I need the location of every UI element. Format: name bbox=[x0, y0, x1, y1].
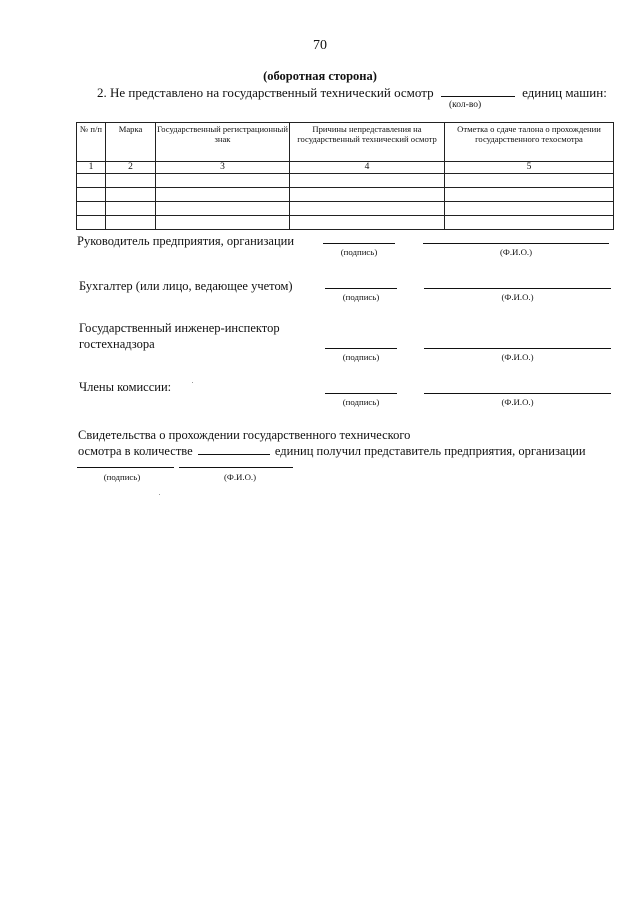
col-header-brand: Марка bbox=[106, 123, 156, 162]
quantity-caption: (кол-во) bbox=[449, 100, 482, 110]
signature-label-accountant: Бухгалтер (или лицо, ведающее учетом) bbox=[79, 279, 293, 293]
signature-caption: (подпись) bbox=[342, 397, 380, 407]
table-header-row bbox=[77, 123, 614, 162]
name-caption: (Ф.И.О.) bbox=[501, 397, 534, 407]
signature-label-inspector-line2: гостехнадзора bbox=[79, 337, 155, 351]
signature-line-inspector[interactable] bbox=[325, 348, 397, 349]
signature-caption: (подпись) bbox=[340, 247, 378, 257]
col-number-5: 5 bbox=[445, 162, 614, 174]
col-number-1: 1 bbox=[77, 162, 106, 174]
table-row[interactable] bbox=[77, 188, 614, 202]
signature-line-accountant[interactable] bbox=[325, 288, 397, 289]
name-line-commission[interactable] bbox=[424, 393, 611, 394]
name-caption: (Ф.И.О.) bbox=[499, 247, 533, 257]
scan-speck bbox=[192, 382, 193, 383]
signature-caption: (подпись) bbox=[342, 352, 380, 362]
table-numbering-row bbox=[77, 162, 614, 174]
page-subtitle: (оборотная сторона) bbox=[263, 69, 377, 83]
table-row[interactable] bbox=[77, 202, 614, 216]
name-line-recipient[interactable] bbox=[179, 467, 293, 468]
signature-label-commission: Члены комиссии: bbox=[79, 380, 172, 394]
certificate-line-1: Свидетельства о прохождении государственного технического bbox=[78, 428, 411, 442]
signature-line-director[interactable] bbox=[323, 243, 395, 244]
name-caption: (Ф.И.О.) bbox=[223, 472, 257, 482]
col-number-2: 2 bbox=[106, 162, 156, 174]
name-line-inspector[interactable] bbox=[424, 348, 611, 349]
col-header-reason: Причины непредставления на государственный технический осмотр bbox=[290, 123, 445, 162]
col-number-3: 3 bbox=[156, 162, 290, 174]
certificate-text-after: единиц получил представитель предприятия, организации bbox=[274, 444, 586, 458]
heading-text-after: единиц машин: bbox=[522, 85, 607, 100]
section-heading bbox=[97, 85, 607, 101]
certificate-paragraph bbox=[78, 427, 618, 459]
name-line-director[interactable] bbox=[423, 243, 609, 244]
scan-speck bbox=[159, 494, 160, 495]
heading-text-before: 2. Не представлено на государственный технический осмотр bbox=[97, 85, 434, 100]
certificate-quantity-blank[interactable] bbox=[198, 443, 270, 455]
col-header-ticket-mark: Отметка о сдаче талона о прохождении государственного техосмотра bbox=[445, 123, 614, 162]
name-caption: (Ф.И.О.) bbox=[501, 292, 534, 302]
col-header-registration: Государственный регистрационный знак bbox=[156, 123, 290, 162]
quantity-blank[interactable] bbox=[441, 85, 515, 97]
signature-line-recipient[interactable] bbox=[77, 467, 174, 468]
vehicles-table bbox=[76, 122, 614, 230]
signature-label-inspector: Государственный инженер-инспектор bbox=[79, 321, 280, 335]
certificate-line-2 bbox=[78, 443, 618, 459]
table-row[interactable] bbox=[77, 174, 614, 188]
name-caption: (Ф.И.О.) bbox=[501, 352, 534, 362]
signature-caption: (подпись) bbox=[342, 292, 380, 302]
certificate-text-before: осмотра в количестве bbox=[78, 444, 193, 458]
page-number: 70 bbox=[313, 38, 327, 53]
table-row[interactable] bbox=[77, 216, 614, 230]
signature-label-director: Руководитель предприятия, организации bbox=[77, 234, 295, 248]
col-header-number: № п/п bbox=[77, 123, 106, 162]
signature-caption: (подпись) bbox=[103, 472, 141, 482]
col-number-4: 4 bbox=[290, 162, 445, 174]
name-line-accountant[interactable] bbox=[424, 288, 611, 289]
signature-line-commission[interactable] bbox=[325, 393, 397, 394]
